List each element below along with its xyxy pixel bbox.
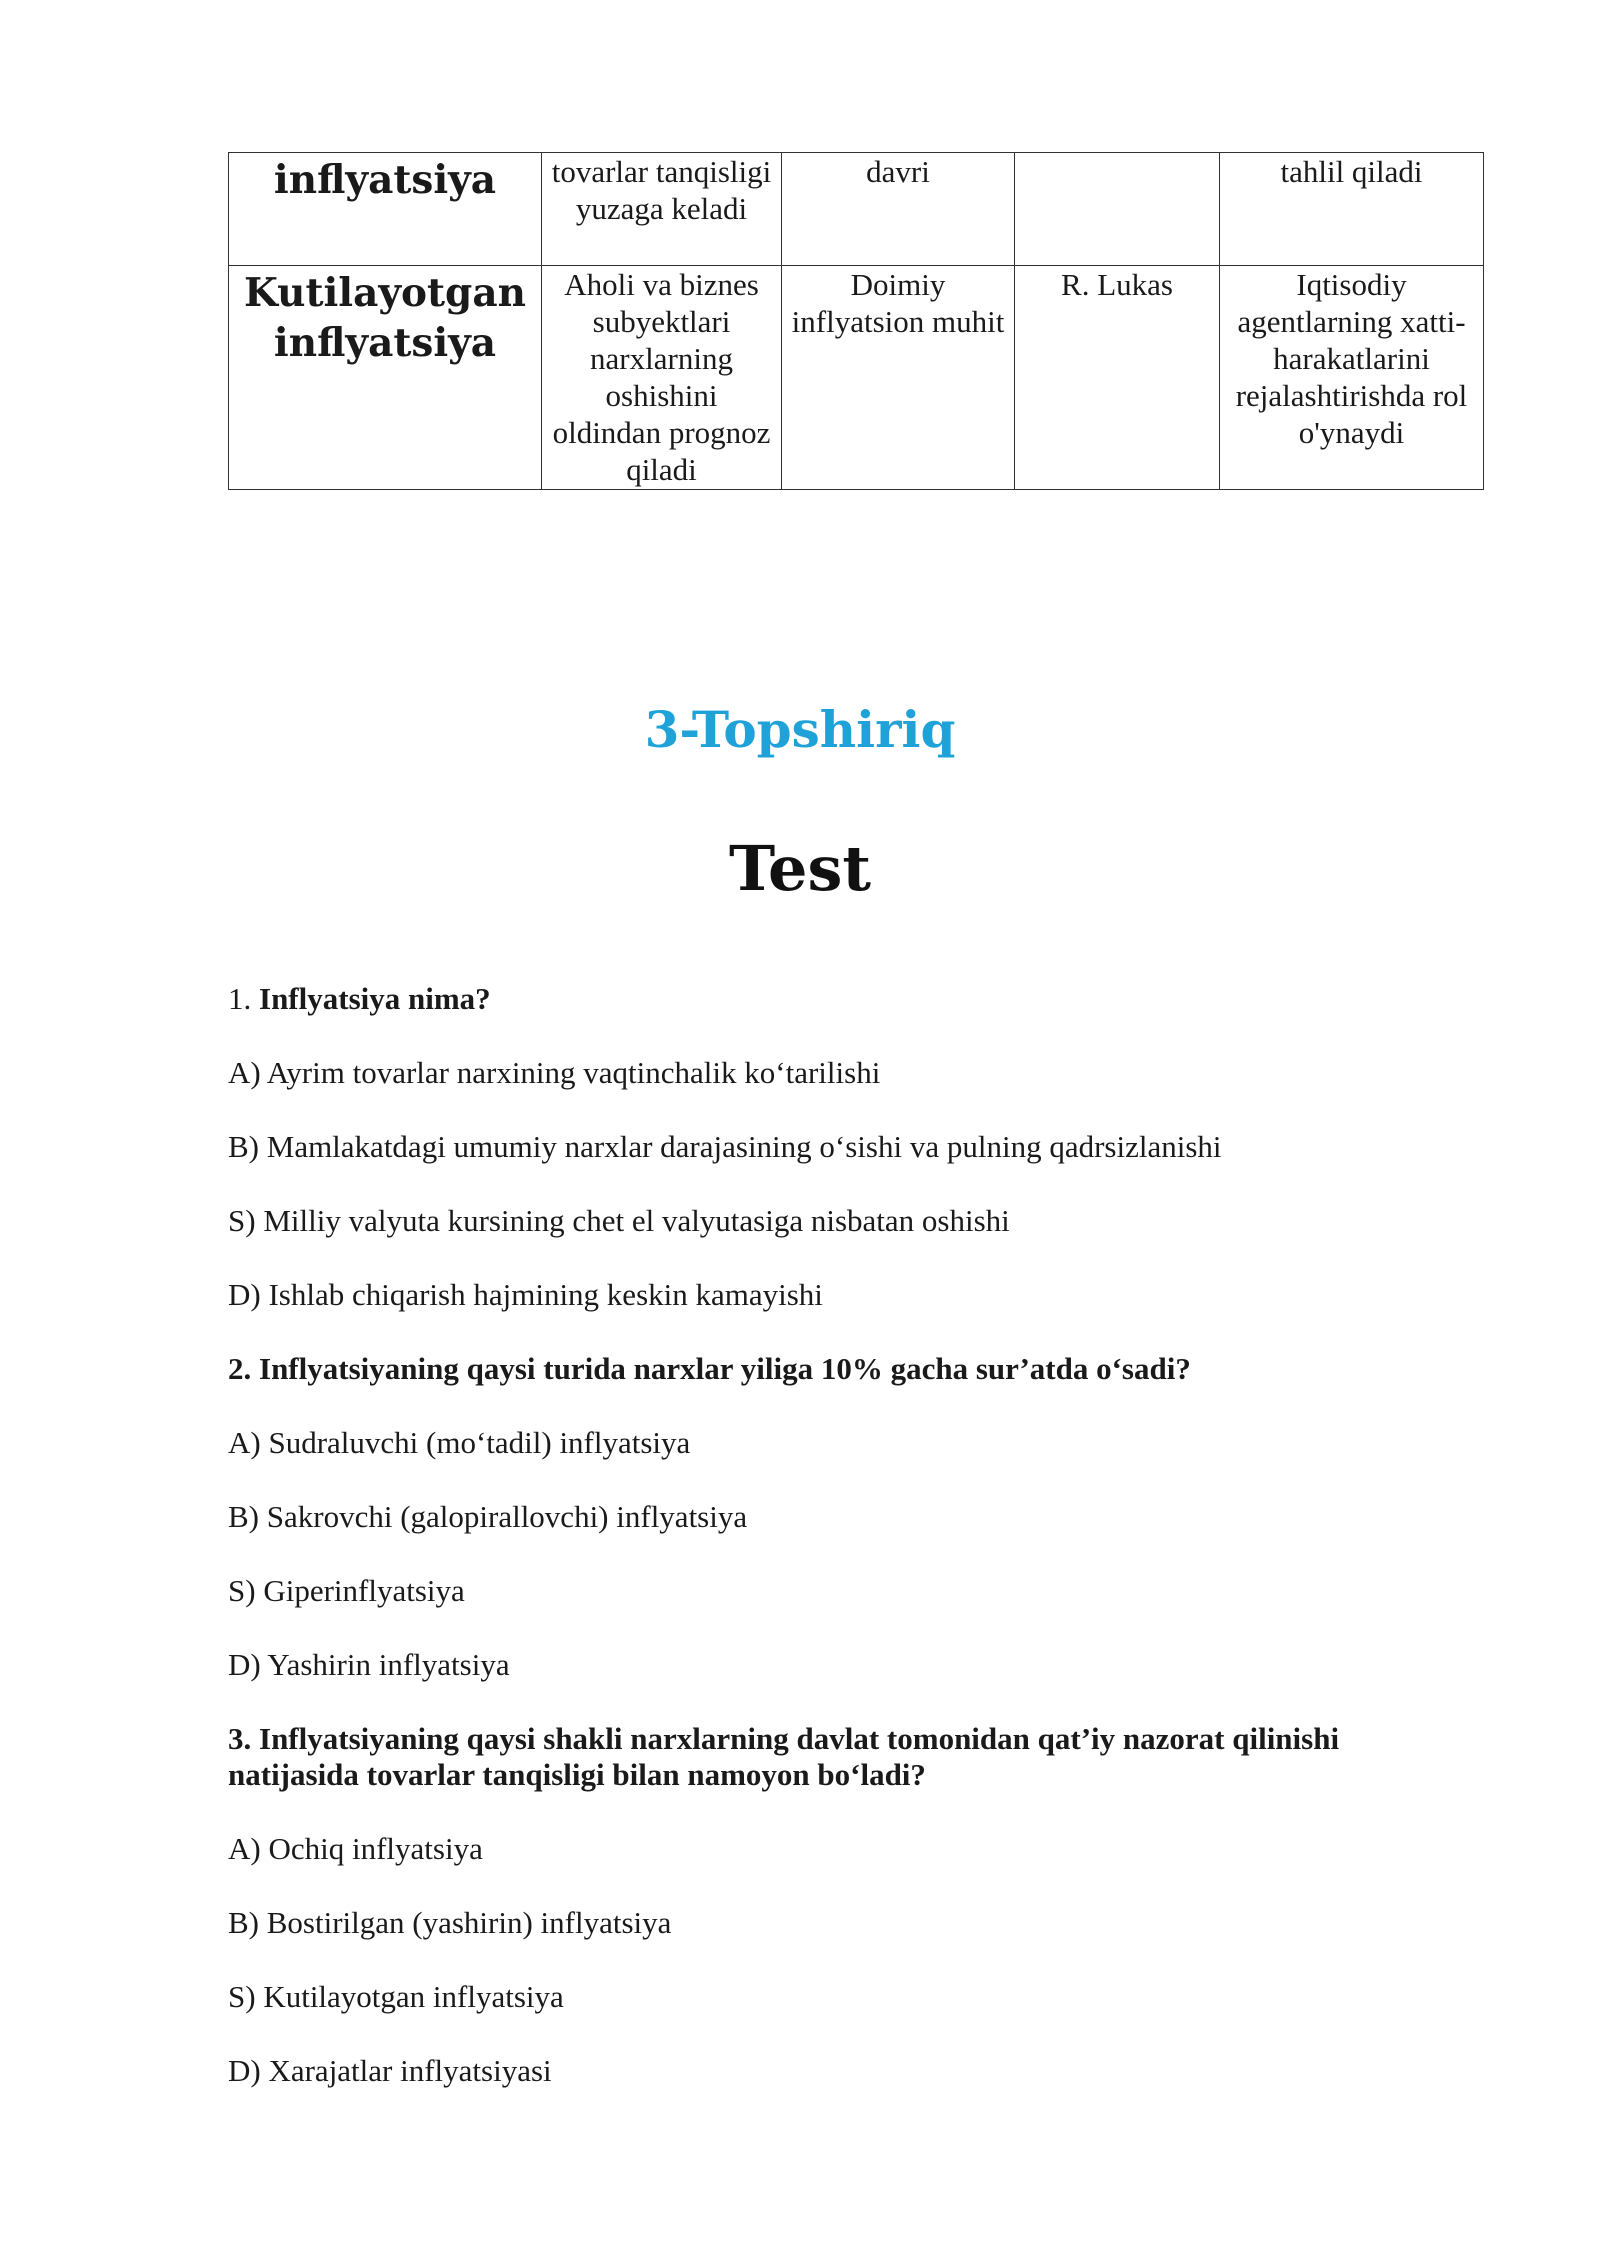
question-3-option-a: A) Ochiq inflyatsiya bbox=[228, 1831, 483, 1866]
question-number: 1. bbox=[228, 981, 252, 1016]
question-2-option-d: D) Yashirin inflyatsiya bbox=[228, 1647, 510, 1682]
question-number: 2. bbox=[228, 1351, 252, 1386]
question-1-option-a: A) Ayrim tovarlar narxining vaqtinchalik ko‘tarilishi bbox=[228, 1055, 881, 1090]
question-3 bbox=[228, 1721, 1408, 1793]
question-2 bbox=[228, 1351, 1428, 1387]
section-title: 3-Topshiriq bbox=[644, 700, 956, 759]
test-title: Test bbox=[728, 832, 871, 905]
table-cell: Iqtisodiy agentlarning xatti-harakatlarini rejalashtirishda rol o'ynaydi bbox=[1220, 266, 1484, 490]
question-text: Inflyatsiyaning qaysi shakli narxlarning davlat tomonidan qat’iy nazorat qilinishi natijasida tovarlar tanqisligi bilan namoyon bo‘ladi? bbox=[228, 1721, 1340, 1792]
question-number: 3. bbox=[228, 1721, 252, 1756]
question-3-option-d: D) Xarajatlar inflyatsiyasi bbox=[228, 2053, 552, 2088]
table-cell: Doimiy inflyatsion muhit bbox=[782, 266, 1015, 490]
inflation-types-table bbox=[228, 152, 1484, 490]
table-cell: R. Lukas bbox=[1015, 266, 1220, 490]
table-cell: tahlil qiladi bbox=[1220, 153, 1484, 266]
table-cell: Aholi va biznes subyektlari narxlarning oshishini oldindan prognoz qiladi bbox=[542, 266, 782, 490]
question-2-option-s: S) Giperinflyatsiya bbox=[228, 1573, 465, 1608]
question-2-option-b: B) Sakrovchi (galopirallovchi) inflyatsiya bbox=[228, 1499, 748, 1534]
question-3-option-b: B) Bostirilgan (yashirin) inflyatsiya bbox=[228, 1905, 672, 1940]
table-row bbox=[229, 153, 1484, 266]
question-1-option-b: B) Mamlakatdagi umumiy narxlar darajasining o‘sishi va pulning qadrsizlanishi bbox=[228, 1129, 1222, 1164]
table-cell: davri bbox=[782, 153, 1015, 266]
table-cell bbox=[1015, 153, 1220, 266]
question-1-option-s: S) Milliy valyuta kursining chet el valyutasiga nisbatan oshishi bbox=[228, 1203, 1010, 1238]
table-cell-term: Kutilayotgan inflyatsiya bbox=[229, 266, 542, 490]
question-text: Inflyatsiya nima? bbox=[259, 981, 491, 1016]
question-2-option-a: A) Sudraluvchi (mo‘tadil) inflyatsiya bbox=[228, 1425, 691, 1460]
question-1-option-d: D) Ishlab chiqarish hajmining keskin kamayishi bbox=[228, 1277, 823, 1312]
table-row bbox=[229, 266, 1484, 490]
table-cell: tovarlar tanqisligi yuzaga keladi bbox=[542, 153, 782, 266]
question-3-option-s: S) Kutilayotgan inflyatsiya bbox=[228, 1979, 564, 2014]
question-text: Inflyatsiyaning qaysi turida narxlar yiliga 10% gacha sur’atda o‘sadi? bbox=[259, 1351, 1191, 1386]
table-cell-term: inflyatsiya bbox=[229, 153, 542, 266]
question-1 bbox=[228, 981, 1428, 1017]
